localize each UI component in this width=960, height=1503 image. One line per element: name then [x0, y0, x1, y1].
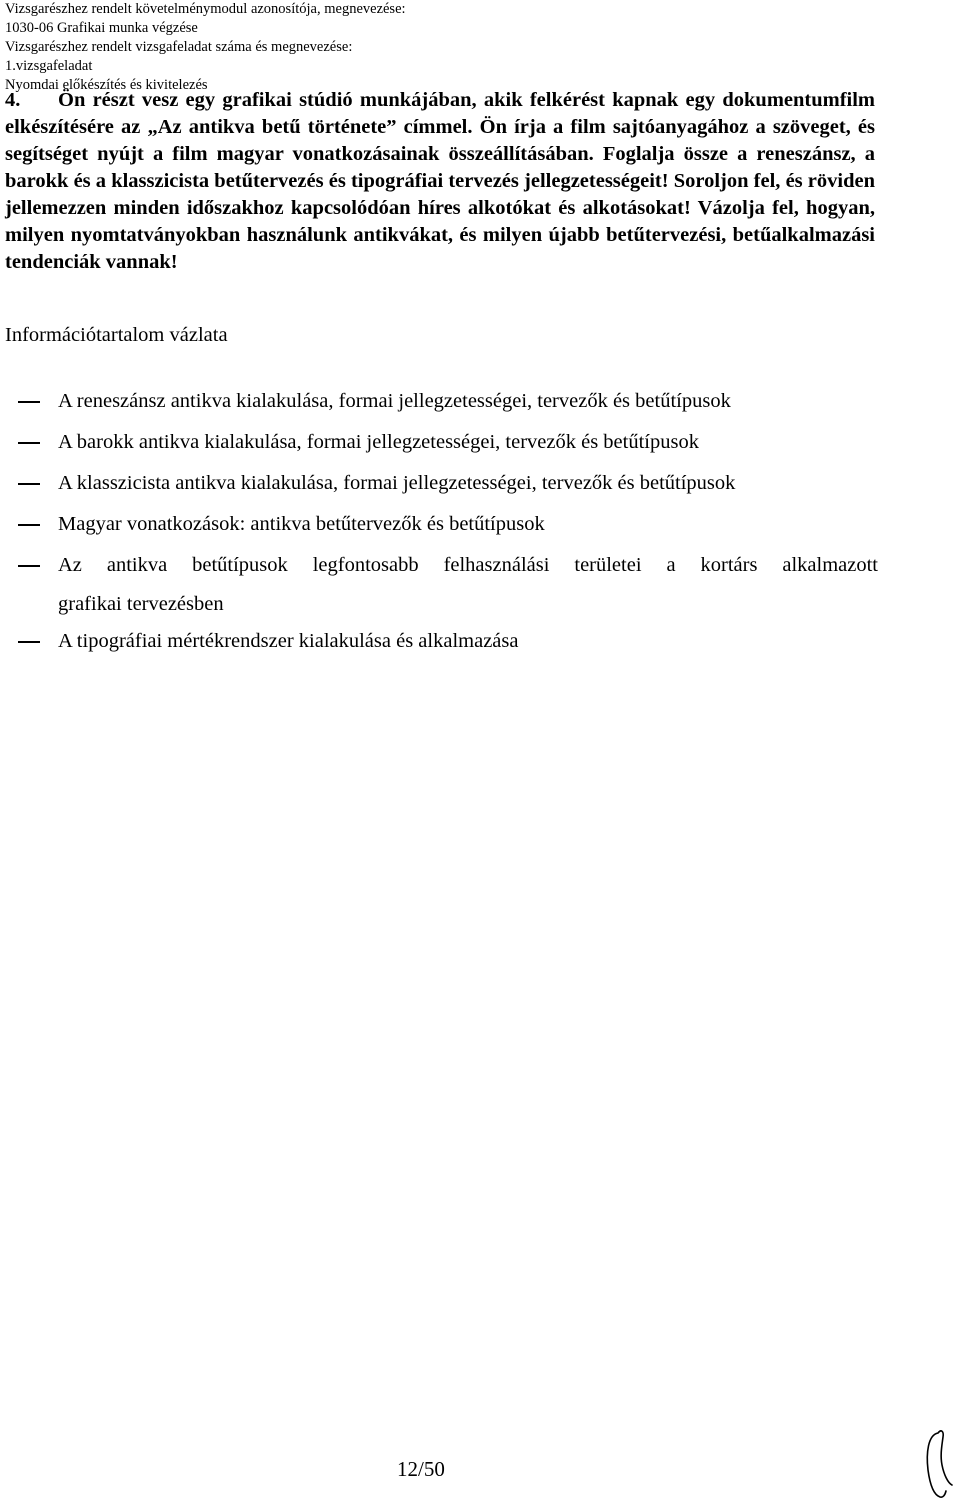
- list-item: [18, 429, 878, 456]
- list-item: [18, 388, 878, 415]
- task-text: Ön részt vesz egy grafikai stúdió munkájában, akik felkérést kapnak egy dokumentumfilm elkészítésére az „Az antikva betű története” címmel. Ön írja a film sajtóanyagához a szöveget, és segítséget nyújt a film magyar vonatkozásainak összeállításában. Foglalja össze a reneszánsz, a barokk és a klasszicista betűtervezés és tipográfiai tervezés jellegzetességeit! Soroljon fel, és röviden jellemezzen minden időszakhoz kapcsolódóan híres alkotókat és alkotásokat! Vázolja fel, hogyan, milyen nyomtatványokban használunk antikvákat, és milyen újabb betűtervezési, betűalkalmazási tendenciák vannak!: [5, 89, 875, 273]
- dash-bullet: [18, 401, 40, 403]
- document-header: [5, 0, 945, 95]
- list-item: [18, 511, 878, 538]
- header-task-name: Nyomdai előkészítés és kivitelezés: [5, 77, 208, 93]
- dash-bullet: [18, 641, 40, 643]
- header-module-label: Vizsgarészhez rendelt követelménymodul azonosítója, megnevezése:: [5, 1, 406, 17]
- header-module-name: 1030-06 Grafikai munka végzése: [5, 20, 198, 36]
- dash-bullet: [18, 442, 40, 444]
- signature-mark: [918, 1425, 958, 1503]
- header-task-label: Vizsgarészhez rendelt vizsgafeladat száma és megnevezése:: [5, 39, 353, 55]
- list-item-text: A reneszánsz antikva kialakulása, formai jellegzetességei, tervezők és betűtípusok: [58, 390, 731, 412]
- section-title: Információtartalom vázlata: [5, 324, 228, 346]
- task-description: [5, 87, 875, 276]
- task-number: 4.: [5, 89, 21, 111]
- list-item-text: A barokk antikva kialakulása, formai jellegzetességei, tervezők és betűtípusok: [58, 431, 699, 453]
- outline-list: [18, 388, 878, 669]
- dash-bullet: [18, 565, 40, 567]
- list-item: [18, 552, 878, 618]
- dash-bullet: [18, 524, 40, 526]
- list-item-text: Az antikva betűtípusok legfontosabb felhasználási területei a kortárs alkalmazott: [58, 554, 878, 576]
- list-item: [18, 470, 878, 497]
- list-item-text: Magyar vonatkozások: antikva betűtervezők és betűtípusok: [58, 513, 545, 535]
- header-task-number: 1.vizsgafeladat: [5, 58, 93, 74]
- list-item-text-continued: grafikai tervezésben: [58, 593, 224, 615]
- list-item: [18, 628, 878, 655]
- page-number: 12/50: [397, 1457, 445, 1481]
- list-item-text: A tipográfiai mértékrendszer kialakulása és alkalmazása: [58, 630, 519, 652]
- list-item-text: A klasszicista antikva kialakulása, formai jellegzetességei, tervezők és betűtípusok: [58, 472, 736, 494]
- dash-bullet: [18, 483, 40, 485]
